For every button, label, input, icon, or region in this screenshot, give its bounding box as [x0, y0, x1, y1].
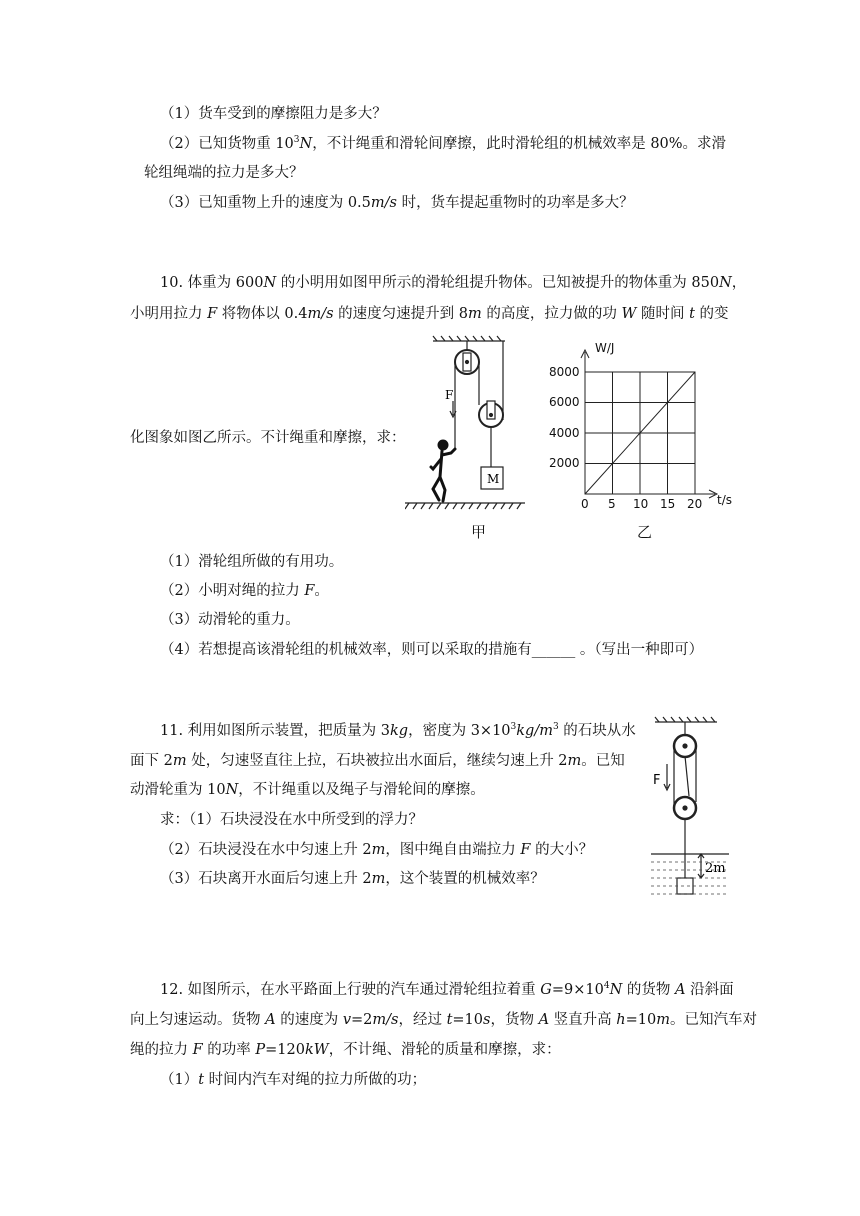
- q11-line2: 面下 2m 处，匀速竖直往上拉，石块被拉出水面后，继续匀速上升 2m。已知: [130, 753, 625, 769]
- q9-part3: （3）已知重物上升的速度为 0.5m/s 时，货车提起重物时的功率是多大？: [160, 195, 634, 211]
- q9-part2-cont: 轮组绳端的拉力是多大？: [144, 165, 304, 181]
- q10-part3: （3）动滑轮的重力。: [160, 612, 300, 628]
- y-tick: 6000: [549, 395, 580, 409]
- q12-line1: 12. 如图所示，在水平路面上行驶的汽车通过滑轮组拉着重 $G=9\times 10^4N$ 的货物 A 沿斜面: [160, 981, 734, 998]
- graph-y-label: W/J: [595, 341, 615, 355]
- q12-line2: 向上匀速运动。货物 A 的速度为 v=2m/s，经过 t=10s，货物 A 竖直升高 h=10m。已知汽车对: [130, 1012, 757, 1028]
- q10-part2: （2）小明对绳的拉力 F。: [160, 583, 329, 599]
- y-tick: 2000: [549, 456, 580, 470]
- work-time-graph: [545, 338, 740, 510]
- force-f-label-a: F: [445, 388, 454, 402]
- force-f-label-b: F: [653, 773, 661, 788]
- graph-x-label: t/s: [717, 493, 732, 507]
- x-tick: 15: [660, 497, 676, 510]
- pulley-water-figure: [645, 716, 735, 902]
- depth-label: 2m: [705, 861, 726, 876]
- y-tick: 8000: [549, 365, 580, 379]
- q10-line3: 化图象如图乙所示。不计绳重和摩擦，求：: [130, 430, 406, 446]
- q9-part1: （1）货车受到的摩擦阻力是多大？: [160, 106, 387, 122]
- q10-line1: 10. 体重为 600N 的小明用如图甲所示的滑轮组提升物体。已知被提升的物体重为 850N，: [160, 275, 747, 291]
- x-tick: 5: [608, 497, 616, 510]
- q11-part2: （2）石块浸没在水中匀速上升 2m，图中绳自由端拉力 F 的大小？: [160, 842, 594, 858]
- q12-line3: 绳的拉力 F 的功率 P=120kW，不计绳、滑轮的质量和摩擦，求：: [130, 1042, 561, 1058]
- q11-part1: 求：（1）石块浸没在水中所受到的浮力？: [160, 812, 423, 828]
- pulley-figure-a: [405, 335, 525, 515]
- q10-line2: 小明用拉力 F 将物体以 0.4m/s 的速度匀速提升到 8m 的高度，拉力做的功 W 随时间 t 的变: [130, 306, 729, 322]
- q12-part1: （1）t 时间内汽车对绳的拉力所做的功；: [160, 1072, 427, 1088]
- q11-line1: 11. 利用如图所示装置，把质量为 3kg，密度为 $3\times 10^3kg/m^3$ 的石块从水: [160, 722, 636, 739]
- q11-line3: 动滑轮重为 10N，不计绳重以及绳子与滑轮间的摩擦。: [130, 782, 485, 798]
- caption-jia: 甲: [471, 523, 487, 541]
- x-tick: 20: [687, 497, 703, 510]
- x-tick: 0: [581, 497, 589, 510]
- y-tick: 4000: [549, 426, 580, 440]
- q10-part1: （1）滑轮组所做的有用功。: [160, 554, 344, 570]
- caption-yi: 乙: [637, 523, 653, 541]
- q11-part3: （3）石块离开水面后匀速上升 2m，这个装置的机械效率？: [160, 871, 545, 887]
- q9-part2: （2）已知货物重 $10^3N$，不计绳重和滑轮间摩擦，此时滑轮组的机械效率是 80%。求滑: [160, 135, 727, 152]
- block-m-label: M: [487, 472, 500, 486]
- x-tick: 10: [633, 497, 649, 510]
- q10-part4: （4）若想提高该滑轮组的机械效率，则可以采取的措施有______ 。（写出一种即可）: [160, 642, 704, 658]
